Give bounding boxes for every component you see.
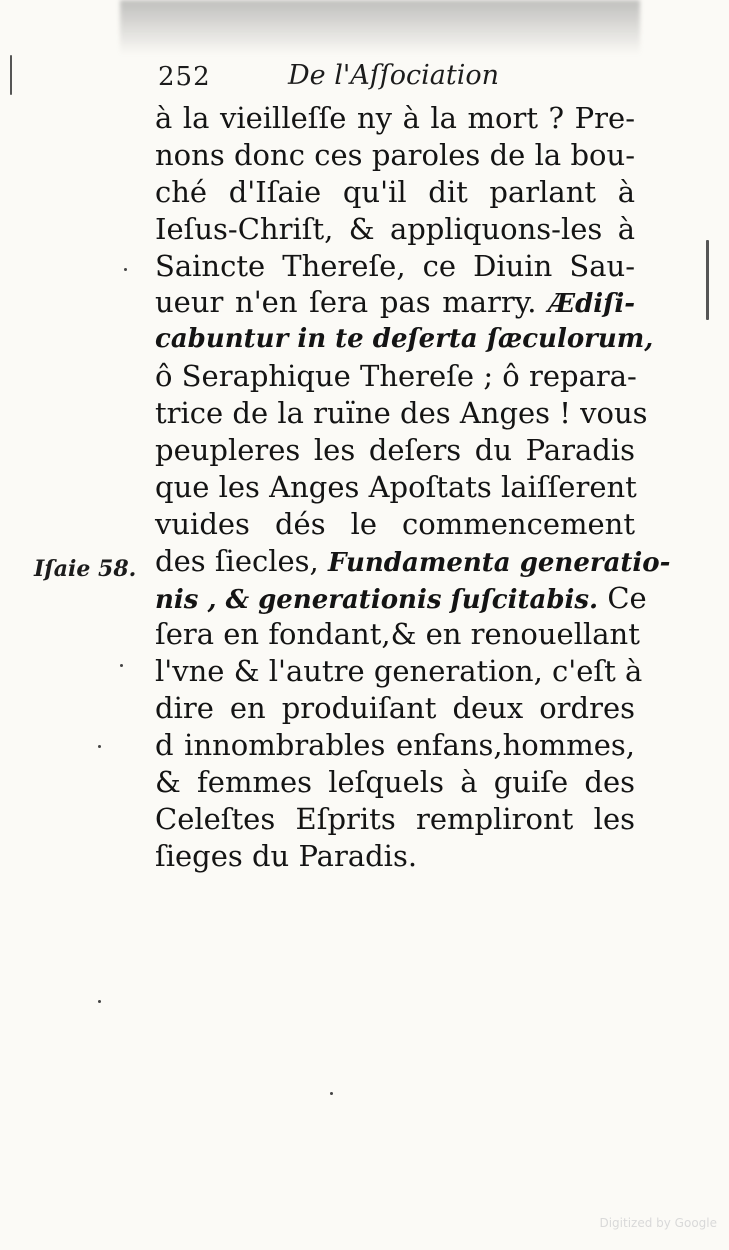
page-number: 252 [158, 62, 211, 92]
text-line: Saincte Thereſe, ce Diuin Sau- [155, 248, 635, 283]
text-line: l'vne & l'autre generation, c'eſt à [155, 654, 643, 689]
text-line: à la vieilleſſe ny à la mort ? Pre- [155, 101, 635, 135]
speck [98, 745, 101, 748]
margin-reference: Iſaie 58. [34, 556, 137, 582]
text-line [155, 284, 635, 321]
text-segment: Ce [607, 580, 647, 615]
text-line: ché d'Iſaie qu'il dit parlant à [155, 174, 635, 209]
scan-shadow [120, 0, 640, 55]
latin-quote: nis , & generationis ſuſcitabis. [155, 584, 599, 615]
text-line: ſera en fondant,& en renouellant [155, 617, 640, 652]
speck [120, 664, 123, 667]
speck [124, 268, 127, 271]
scan-mark [706, 240, 709, 320]
text-line: ô Seraphique Thereſe ; ô repara- [155, 359, 637, 394]
scan-mark [10, 55, 12, 95]
watermark: Digitized by Google [599, 1216, 717, 1230]
text-line: vuides dés le commencement [155, 506, 635, 541]
text-line: que les Anges Apoſtats laiſſerent [155, 469, 637, 504]
text-line [155, 543, 671, 580]
text-line: dire en produiſant deux ordres [155, 691, 635, 726]
text-segment: ueur n'en ſera pas marry. [155, 285, 537, 320]
text-line: d innombrables enfans,hommes, [155, 728, 635, 763]
latin-quote-line: cabuntur in te deſerta ſæculorum, [155, 324, 654, 355]
text-line: & femmes leſquels à guiſe des [155, 765, 635, 800]
speck [98, 1000, 101, 1003]
latin-quote: Fundamenta generatio- [328, 547, 671, 578]
text-line: peupleres les deſers du Paradis [155, 433, 635, 468]
text-line: ſieges du Paradis. [155, 838, 418, 873]
text-line: Celeſtes Eſprits rempliront les [155, 801, 635, 836]
text-segment: des ſiecles, [155, 543, 319, 578]
text-line [155, 580, 647, 617]
text-line: Ieſus-Chriſt, & appliquons-les à [155, 211, 635, 246]
text-line: trice de la ruïne des Anges ! vous [155, 396, 648, 431]
latin-quote: Ædiſi- [548, 289, 635, 320]
body-text [155, 100, 671, 875]
text-line: nons donc ces paroles de la bou- [155, 137, 635, 172]
running-title: De l'Aſſociation [288, 60, 499, 91]
running-head [158, 58, 578, 98]
speck [330, 1092, 333, 1095]
